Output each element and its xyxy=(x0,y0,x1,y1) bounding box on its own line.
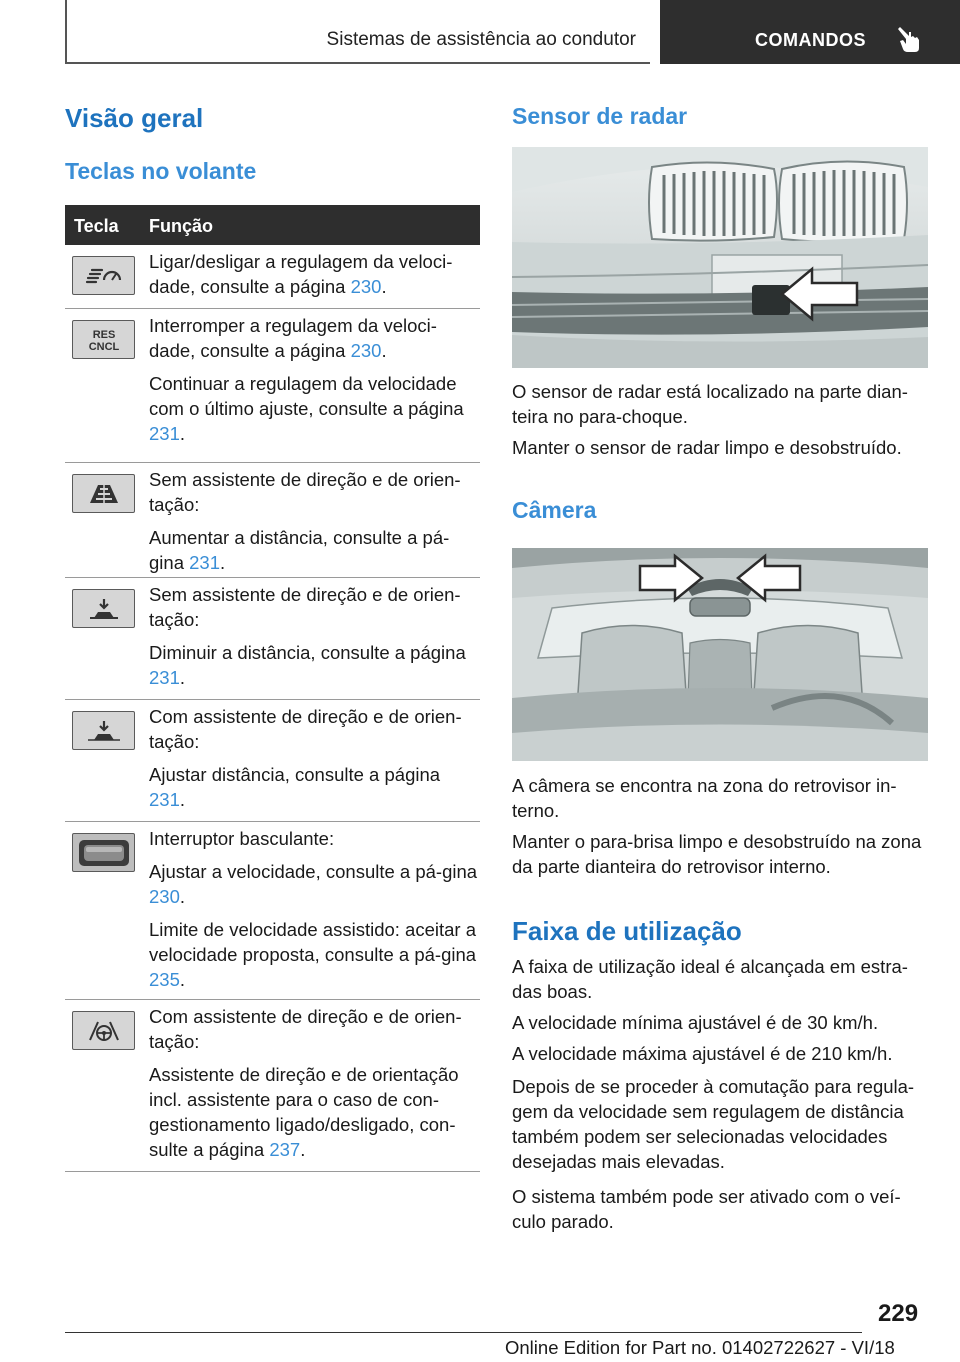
distance-decrease-icon xyxy=(72,589,135,628)
camera-description: A câmera se encontra na zona do retrovisor in-terno. xyxy=(512,775,897,821)
distance-increase-icon xyxy=(72,474,135,513)
page-link[interactable]: 230 xyxy=(149,886,180,907)
rocker-switch-icon xyxy=(72,833,135,872)
function-description: Interromper a regulagem da veloci-dade, consulte a página 230. Continuar a regulagem da velocidade com o último ajuste, consulte a página 231. xyxy=(149,315,464,444)
header-bottom-rule xyxy=(65,62,650,64)
page-link[interactable]: 237 xyxy=(269,1139,301,1160)
table-row xyxy=(65,700,480,822)
function-description: Com assistente de direção e de orien-tação: Assistente de direção e de orientação incl. assistente para o caso de con-gestionamento ligado/desligado, con-sulte a página 237. xyxy=(149,1006,462,1160)
page-link[interactable]: 235 xyxy=(149,969,180,990)
table-row xyxy=(65,463,480,578)
res-cncl-icon xyxy=(72,320,135,359)
function-description: Com assistente de direção e de orien-tação: Ajustar distância, consulte a página 231. xyxy=(149,706,462,810)
page-link[interactable]: 230 xyxy=(350,276,382,297)
page-number: 229 xyxy=(878,1300,919,1327)
range-paragraph-4: Depois de se proceder à comutação para regula-gem da velocidade sem regulagem de distância também podem ser selecionadas velocidades desejadas mais elevadas. xyxy=(512,1076,915,1172)
radar-maintenance-note: Manter o sensor de radar limpo e desobstruído. xyxy=(512,437,902,458)
page-link[interactable]: 231 xyxy=(149,789,180,810)
svg-text:CNCL: CNCL xyxy=(88,340,119,353)
section-title-operating-range: Faixa de utilização xyxy=(512,916,742,946)
distance-adjust-icon xyxy=(72,711,135,750)
radar-description: O sensor de radar está localizado na parte dian-teira no para-choque. xyxy=(512,381,908,427)
page-title: Visão geral xyxy=(65,103,204,133)
range-paragraph-5: O sistema também pode ser ativado com o veí-culo parado. xyxy=(512,1186,901,1232)
chapter-tab-label: COMANDOS xyxy=(755,30,866,50)
column-header-function: Função xyxy=(149,216,214,236)
function-description: Sem assistente de direção e de orien-tação: Aumentar a distância, consulte a pá-gina 231. xyxy=(149,469,461,573)
section-title-steering-keys: Teclas no volante xyxy=(65,158,257,184)
section-title-camera: Câmera xyxy=(512,497,597,523)
table-row xyxy=(65,822,480,1000)
car-front-grille-radar-sensor-photo xyxy=(512,147,928,368)
table-row xyxy=(65,578,480,700)
footer-edition-text: Online Edition for Part no. 01402722627 - VI/18 xyxy=(505,1337,895,1358)
section-title-radar: Sensor de radar xyxy=(512,103,688,129)
page-link[interactable]: 231 xyxy=(149,423,180,444)
footer-rule xyxy=(65,1332,862,1333)
table-row xyxy=(65,245,480,309)
car-interior-rear-view-camera-photo xyxy=(512,548,928,761)
column-header-key: Tecla xyxy=(74,216,119,236)
range-min-speed: A velocidade mínima ajustável é de 30 km/h. xyxy=(512,1012,879,1033)
range-max-speed: A velocidade máxima ajustável é de 210 km/h. xyxy=(512,1043,893,1064)
table-row xyxy=(65,1000,480,1172)
table-header xyxy=(65,205,480,245)
page-link[interactable]: 230 xyxy=(350,340,382,361)
chapter-tab[interactable] xyxy=(660,0,960,64)
pointing-hand-icon xyxy=(896,24,922,54)
svg-text:RES: RES xyxy=(92,328,115,341)
camera-maintenance-note: Manter o para-brisa limpo e desobstruído na zona da parte dianteira do retrovisor interno. xyxy=(512,831,922,877)
table-row xyxy=(65,309,480,463)
function-description: Sem assistente de direção e de orien-tação: Diminuir a distância, consulte a página 231. xyxy=(149,584,466,688)
function-description: Interruptor basculante: Ajustar a velocidade, consulte a pá-gina 230. Limite de velocidade assistido: aceitar a velocidade proposta, consulte a pá-gina 235. xyxy=(149,828,478,990)
speed-regulation-icon xyxy=(72,256,135,295)
header-section-title: Sistemas de assistência ao condutor xyxy=(326,29,636,50)
page-link[interactable]: 231 xyxy=(149,667,180,688)
page-link[interactable]: 231 xyxy=(189,552,220,573)
steering-assistant-icon xyxy=(72,1011,135,1050)
range-paragraph-1: A faixa de utilização ideal é alcançada em estra-das boas. xyxy=(512,956,908,1002)
function-description: Ligar/desligar a regulagem da veloci-dade, consulte a página 230. xyxy=(149,251,453,297)
